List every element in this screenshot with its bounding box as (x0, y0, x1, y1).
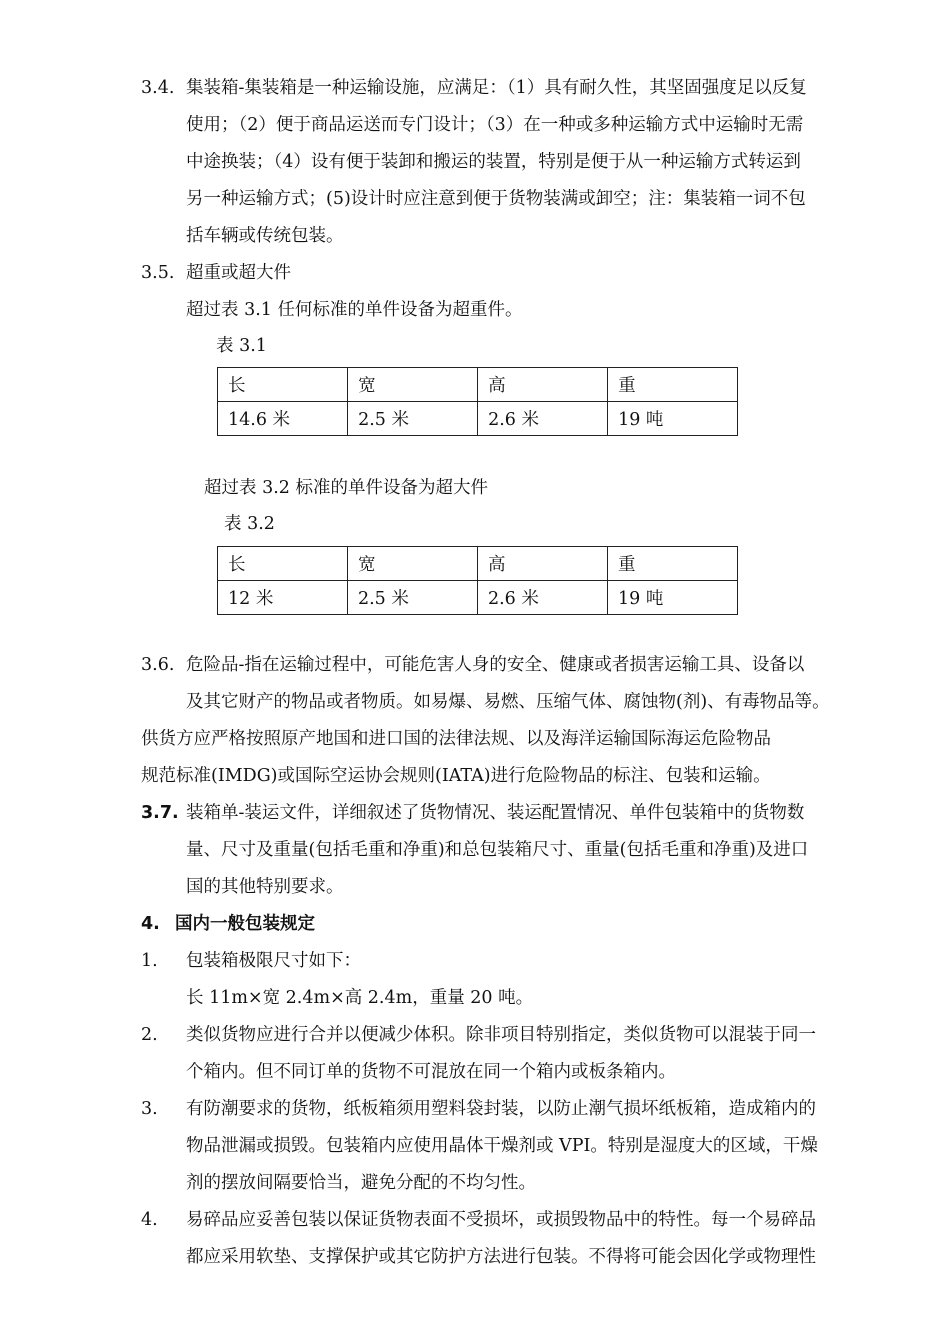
paragraph-line: 个箱内。但不同订单的货物不可混放在同一个箱内或板条箱内。 (186, 1062, 676, 1082)
table-cell: 2.5 米 (347, 581, 477, 615)
paragraph-line: 括车辆或传统包装。 (186, 226, 344, 246)
paragraph-line: 及其它财产的物品或者物质。如易爆、易燃、压缩气体、腐蚀物(剂)、有毒物品等。 (186, 692, 830, 712)
table-cell: 12 米 (218, 581, 348, 615)
paragraph-line: 包装箱极限尺寸如下： (186, 951, 361, 971)
paragraph-line: 国的其他特别要求。 (186, 877, 344, 897)
table-cell: 长 (218, 547, 348, 581)
table-cell: 19 吨 (608, 402, 738, 436)
table-cell: 重 (608, 368, 738, 402)
table-cell: 19 吨 (608, 581, 738, 615)
paragraph-line: 超过表 3.2 标准的单件设备为超大件 (204, 478, 488, 498)
spec-table-3-2 (217, 546, 738, 615)
paragraph-line: 规范标准(IMDG)或国际空运协会规则(IATA)进行危险物品的标注、包装和运输。 (141, 766, 771, 786)
table-cell: 高 (477, 547, 607, 581)
paragraph-line: 量、尺寸及重量(包括毛重和净重)和总包装箱尺寸、重量(包括毛重和净重)及进口 (186, 840, 809, 860)
list-item-number: 4. (141, 1210, 158, 1230)
paragraph-line: 集装箱-集装箱是一种运输设施，应满足：（1）具有耐久性，其坚固强度足以反复 (186, 78, 807, 98)
table-row (218, 402, 738, 436)
section-title: 国内一般包装规定 (175, 914, 315, 934)
section-number: 3.4. (141, 78, 175, 98)
table-cell: 宽 (348, 368, 478, 402)
table-cell: 宽 (347, 547, 477, 581)
paragraph-line: 装箱单-装运文件，详细叙述了货物情况、装运配置情况、单件包装箱中的货物数 (186, 803, 805, 823)
table-cell: 2.6 米 (478, 402, 608, 436)
list-item-number: 3. (141, 1099, 158, 1119)
paragraph-line: 另一种运输方式；(5)设计时应注意到便于货物装满或卸空；注：集装箱一词不包 (186, 189, 806, 209)
paragraph-line: 使用；（2）便于商品运送而专门设计；（3）在一种或多种运输方式中运输时无需 (186, 115, 804, 135)
table-cell: 长 (218, 368, 348, 402)
table-cell: 2.5 米 (348, 402, 478, 436)
section-number: 3.5. (141, 263, 175, 283)
paragraph-line: 易碎品应妥善包装以保证货物表面不受损坏，或损毁物品中的特性。每一个易碎品 (186, 1210, 816, 1230)
table-caption: 表 3.2 (224, 514, 275, 534)
paragraph-line: 类似货物应进行合并以便减少体积。除非项目特别指定，类似货物可以混装于同一 (186, 1025, 816, 1045)
section-number: 3.6. (141, 655, 175, 675)
table-cell: 2.6 米 (477, 581, 607, 615)
table-cell: 重 (608, 547, 738, 581)
paragraph-line: 超过表 3.1 任何标准的单件设备为超重件。 (186, 300, 523, 320)
table-cell: 14.6 米 (218, 402, 348, 436)
list-item-number: 1. (141, 951, 158, 971)
table-caption: 表 3.1 (216, 336, 267, 356)
paragraph-line: 长 11m×宽 2.4m×高 2.4m，重量 20 吨。 (186, 988, 534, 1008)
paragraph-line: 都应采用软垫、支撑保护或其它防护方法进行包装。不得将可能会因化学或物理性 (186, 1247, 816, 1267)
table-row (218, 581, 738, 615)
paragraph-line: 供货方应严格按照原产地国和进口国的法律法规、以及海洋运输国际海运危险物品 (141, 729, 771, 749)
paragraph-line: 剂的摆放间隔要恰当，避免分配的不均匀性。 (186, 1173, 536, 1193)
spec-table-3-1 (217, 367, 738, 436)
list-item-number: 2. (141, 1025, 158, 1045)
paragraph-line: 物品泄漏或损毁。包装箱内应使用晶体干燥剂或 VPI。特别是湿度大的区域，干燥 (186, 1136, 818, 1156)
section-title: 超重或超大件 (186, 263, 291, 283)
table-header-row (218, 547, 738, 581)
table-cell: 高 (478, 368, 608, 402)
section-number: 4. (141, 914, 160, 934)
table-header-row (218, 368, 738, 402)
paragraph-line: 危险品-指在运输过程中，可能危害人身的安全、健康或者损害运输工具、设备以 (186, 655, 805, 675)
paragraph-line: 中途换装；（4）设有便于装卸和搬运的装置，特别是便于从一种运输方式转运到 (186, 152, 801, 172)
paragraph-line: 有防潮要求的货物，纸板箱须用塑料袋封装，以防止潮气损坏纸板箱，造成箱内的 (186, 1099, 816, 1119)
section-number: 3.7. (141, 803, 179, 823)
